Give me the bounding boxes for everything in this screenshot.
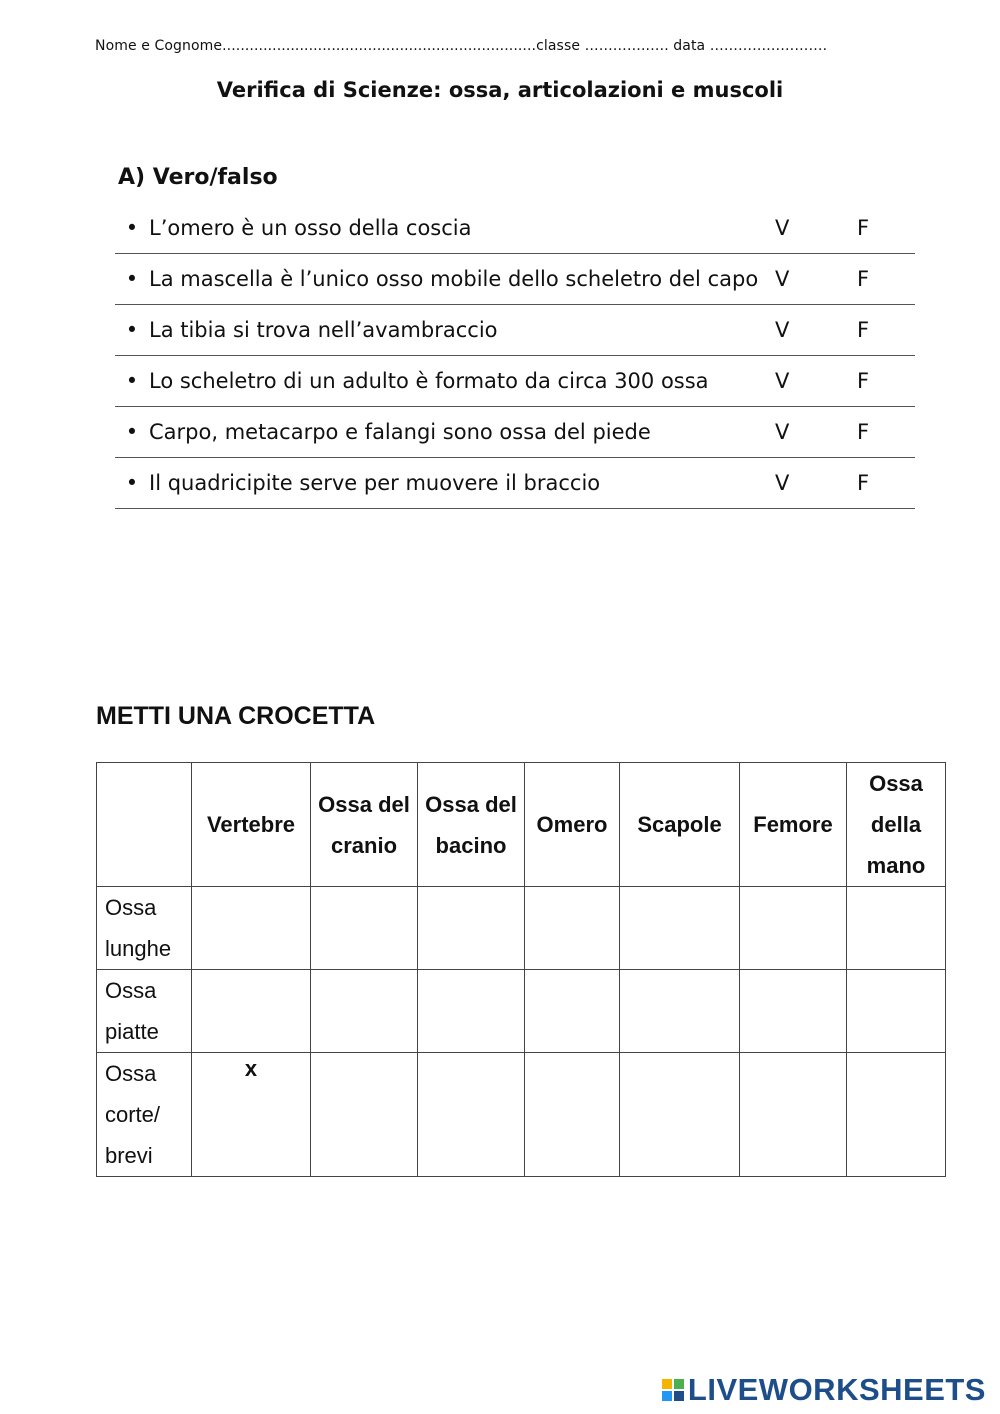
answer-cell[interactable] xyxy=(418,887,525,970)
bullet-icon: • xyxy=(125,216,139,240)
section-a-title: A) Vero/falso xyxy=(118,165,278,190)
true-false-item xyxy=(115,305,915,356)
answer-cell[interactable] xyxy=(525,1053,620,1177)
page-title: Verifica di Scienze: ossa, articolazioni e muscoli xyxy=(216,78,784,102)
true-option[interactable]: V xyxy=(775,267,790,291)
answer-cell[interactable] xyxy=(620,1053,740,1177)
brand-square xyxy=(662,1391,672,1401)
answer-cell[interactable] xyxy=(418,970,525,1053)
true-false-item xyxy=(115,458,915,509)
false-option[interactable]: F xyxy=(857,369,870,393)
column-header: Ossa del cranio xyxy=(311,763,418,887)
answer-cell[interactable] xyxy=(847,970,946,1053)
answer-cell[interactable] xyxy=(192,887,311,970)
column-header: Vertebre xyxy=(192,763,311,887)
true-false-list xyxy=(115,203,915,509)
answer-cell[interactable] xyxy=(311,887,418,970)
answer-cell[interactable] xyxy=(525,970,620,1053)
column-header xyxy=(97,763,192,887)
student-info-line: Nome e Cognome.....................................................................classe …………..…. data ……………………. xyxy=(95,38,828,54)
column-header: Omero xyxy=(525,763,620,887)
brand-square xyxy=(674,1391,684,1401)
bullet-icon: • xyxy=(125,471,139,495)
bullet-icon: • xyxy=(125,369,139,393)
brand-square xyxy=(674,1379,684,1389)
bullet-icon: • xyxy=(125,420,139,444)
table-header-row xyxy=(97,763,946,887)
statement-text: Carpo, metacarpo e falangi sono ossa del piede xyxy=(149,420,651,444)
statement-text: La mascella è l’unico osso mobile dello scheletro del capo xyxy=(149,267,759,291)
column-header: Ossa del bacino xyxy=(418,763,525,887)
bullet-icon: • xyxy=(125,318,139,342)
brand-square xyxy=(662,1379,672,1389)
answer-cell[interactable] xyxy=(740,887,847,970)
false-option[interactable]: F xyxy=(857,471,870,495)
true-option[interactable]: V xyxy=(775,216,790,240)
false-option[interactable]: F xyxy=(857,420,870,444)
row-header: Ossa lunghe xyxy=(97,887,192,970)
section-b-title: METTI UNA CROCETTA xyxy=(96,702,376,730)
true-false-item xyxy=(115,254,915,305)
true-option[interactable]: V xyxy=(775,318,790,342)
table-row xyxy=(97,887,946,970)
table-row xyxy=(97,970,946,1053)
column-header: Ossa della mano xyxy=(847,763,946,887)
statement-text: Il quadricipite serve per muovere il braccio xyxy=(149,471,601,495)
true-false-item xyxy=(115,203,915,254)
table-row xyxy=(97,1053,946,1177)
bullet-icon: • xyxy=(125,267,139,291)
brand-icon xyxy=(662,1379,684,1401)
true-option[interactable]: V xyxy=(775,369,790,393)
answer-cell[interactable] xyxy=(740,1053,847,1177)
liveworksheets-logo xyxy=(662,1372,986,1408)
true-option[interactable]: V xyxy=(775,420,790,444)
answer-cell[interactable] xyxy=(620,970,740,1053)
false-option[interactable]: F xyxy=(857,318,870,342)
classification-table xyxy=(96,762,946,1177)
true-false-item xyxy=(115,407,915,458)
column-header: Scapole xyxy=(620,763,740,887)
false-option[interactable]: F xyxy=(857,267,870,291)
true-option[interactable]: V xyxy=(775,471,790,495)
answer-cell[interactable] xyxy=(311,1053,418,1177)
answer-cell[interactable] xyxy=(847,887,946,970)
true-false-item xyxy=(115,356,915,407)
statement-text: L’omero è un osso della coscia xyxy=(149,216,472,240)
statement-text: Lo scheletro di un adulto è formato da circa 300 ossa xyxy=(149,369,709,393)
false-option[interactable]: F xyxy=(857,216,870,240)
answer-cell[interactable] xyxy=(418,1053,525,1177)
brand-name: LIVEWORKSHEETS xyxy=(687,1372,986,1407)
answer-cell[interactable] xyxy=(847,1053,946,1177)
answer-cell[interactable] xyxy=(525,887,620,970)
answer-cell[interactable]: x xyxy=(192,1053,311,1177)
row-header: Ossa corte/ brevi xyxy=(97,1053,192,1177)
answer-cell[interactable] xyxy=(620,887,740,970)
answer-cell[interactable] xyxy=(740,970,847,1053)
answer-cell[interactable] xyxy=(192,970,311,1053)
column-header: Femore xyxy=(740,763,847,887)
answer-cell[interactable] xyxy=(311,970,418,1053)
row-header: Ossa piatte xyxy=(97,970,192,1053)
statement-text: La tibia si trova nell’avambraccio xyxy=(149,318,498,342)
